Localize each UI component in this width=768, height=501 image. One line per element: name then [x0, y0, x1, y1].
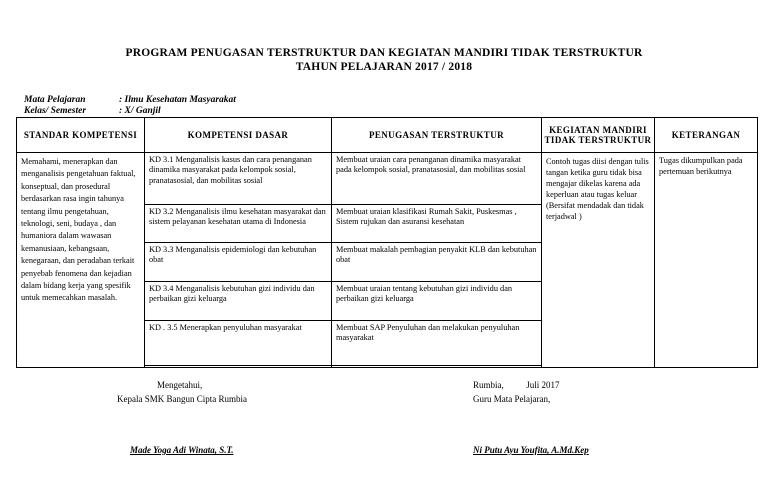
meta-subject — [24, 95, 236, 105]
sig-right-label: Guru Mata Pelajaran, — [473, 394, 551, 404]
sig-left-name — [130, 445, 233, 455]
meta-class-value: : X/ Ganjil — [119, 106, 161, 116]
headmaster-name: Made Yoga Adi Winata, S.T. — [130, 445, 234, 455]
penugasan-item: Membuat makalah pembagian penyakit KLB dan kebutuhan obat — [331, 243, 542, 282]
meta-subject-label: Mata Pelajaran — [24, 95, 86, 105]
kd-item: KD . 3.5 Menerapkan penyuluhan masyarakat — [144, 321, 332, 366]
kd-item: KD 3.3 Menganalisis epidemiologi dan kebutuhan obat — [144, 243, 332, 282]
penugasan-item: Membuat uraian cara penanganan dinamika masyarakat pada kelompok sosial, pranatasosial, dan mobilitas sosial — [331, 153, 542, 205]
sig-left-label1: Mengetahui, — [157, 380, 203, 390]
meta-subject-value: : Ilmu Kesehatan Masyarakat — [119, 95, 236, 105]
header-standar-kompetensi: STANDAR KOMPETENSI — [17, 118, 145, 153]
document-subtitle: TAHUN PELAJARAN 2017 / 2018 — [295, 61, 473, 73]
table-row — [17, 153, 758, 368]
kd-item: KD 3.4 Menganalisis kebutuhan gizi individu dan perbaikan gizi keluarga — [144, 282, 332, 321]
cell-kegiatan-mandiri — [542, 153, 655, 368]
penugasan-item: Membuat SAP Penyuluhan dan melakukan penyuluhan masyarakat — [331, 321, 542, 366]
meta-class-label: Kelas/ Semester — [24, 106, 87, 116]
header-keterangan: KETERANGAN — [655, 118, 758, 153]
sig-right-place-date: Rumbia, Juli 2017 — [473, 380, 560, 390]
kd-item: KD 3.1 Menganalisis kasus dan cara penanganan dinamika masyarakat pada kelompok sosial, pranatasosial, dan mobilitas sosial — [144, 153, 332, 205]
header-kegiatan-mandiri: KEGIATAN MANDIRI TIDAK TERSTRUKTUR — [542, 118, 655, 153]
penugasan-item: Membuat uraian tentang kebutuhan gizi individu dan perbaikan gizi keluarga — [331, 282, 542, 321]
assignment-table — [16, 117, 758, 368]
sig-left-label2: Kepala SMK Bangun Cipta Rumbia — [117, 394, 247, 404]
cell-penugasan — [332, 153, 542, 368]
meta-class — [24, 106, 161, 116]
cell-kompetensi-dasar — [145, 153, 332, 368]
cell-keterangan — [655, 153, 758, 368]
teacher-name: Ni Putu Ayu Youfita, A.Md.Kep — [473, 445, 589, 455]
kegiatan-mandiri-text: Contoh tugas diisi dengan tulis tangan ketika guru tidak bisa mengajar dikelas karena ada keperluan atau tugas keluar (Bersifat mendadak dan tidak terjadwal ) — [546, 157, 649, 221]
header-kompetensi-dasar: KOMPETENSI DASAR — [145, 118, 332, 153]
document-title: PROGRAM PENUGASAN TERSTRUKTUR DAN KEGIATAN MANDIRI TIDAK TERSTRUKTUR — [125, 47, 643, 59]
penugasan-item: Membuat uraian klasifikasi Rumah Sakit, Puskesmas , Sistem rujukan dan asuransi kesehatan — [331, 205, 542, 243]
keterangan-text: Tugas dikumpulkan pada pertemuan berikutnya — [659, 156, 743, 176]
header-penugasan-terstruktur: PENUGASAN TERSTRUKTUR — [332, 118, 542, 153]
cell-standar-kompetensi — [17, 153, 145, 368]
kd-item: KD 3.2 Menganalisis ilmu kesehatan masyarakat dan sistem pelayanan kesehatan utama di Indonesia — [144, 205, 332, 243]
standar-kompetensi-text: Memahami, menerapkan dan menganalisis pengetahuan faktual, konseptual, dan prosedural berdasarkan rasa ingin tahunya tentang ilmu pengetahuan, teknologi, seni, budaya , dan humaniora dalam wawasan kemanusiaan, kebangsaan, kenegaraan, dan peradaban terkait penyebab fenomena dan kejadian dalam bidang kerja yang spesifik untuk memecahkan masalah. — [21, 157, 136, 303]
table-header-row — [17, 118, 758, 153]
sig-right-name — [473, 445, 589, 455]
